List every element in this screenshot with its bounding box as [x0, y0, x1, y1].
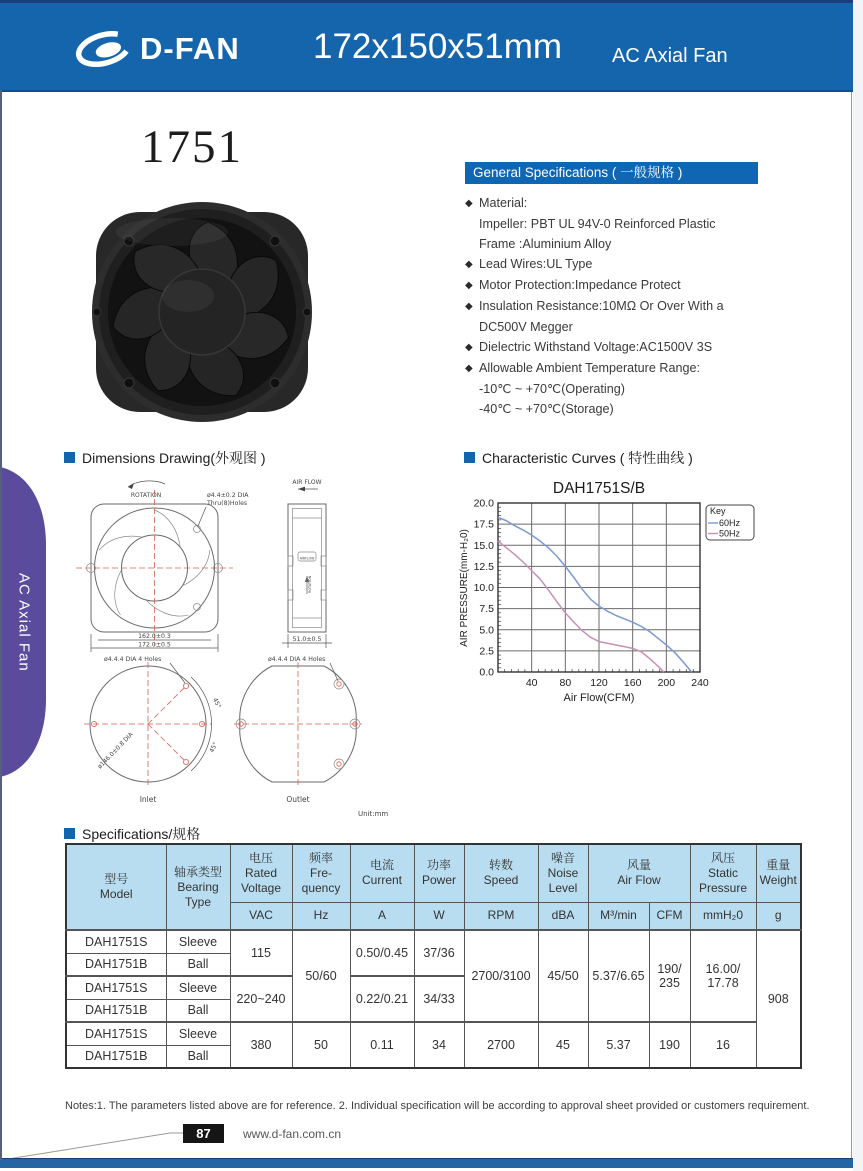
- model-number-title: 1751: [141, 121, 243, 173]
- cell-power: 34/33: [414, 976, 464, 1022]
- legend-50hz-label: 50Hz: [719, 528, 741, 539]
- x-axis-label: Air Flow(CFM): [563, 692, 635, 704]
- cell-airflow-m3: 5.37: [588, 1022, 649, 1068]
- bullet-spacer: [465, 234, 479, 254]
- unit-rpm: RPM: [464, 902, 538, 930]
- cell-voltage: 115: [230, 930, 292, 976]
- table-row: [66, 930, 801, 953]
- dim-162-label: 162.0±0.3: [138, 633, 171, 640]
- specifications-section-header: [64, 824, 200, 844]
- cell-model: DAH1751S: [66, 976, 166, 999]
- cell-bearing: Ball: [166, 953, 230, 976]
- col-header-speed: 转数 Speed: [464, 844, 538, 902]
- bullet-spacer: [465, 214, 479, 234]
- x-tick-label: 240: [691, 677, 709, 689]
- dim-51-label: 51.0±0.5: [292, 636, 322, 643]
- spec-line: DC500V Megger: [479, 320, 573, 334]
- diamond-bullet-icon: ◆: [465, 363, 473, 374]
- chart-legend: [706, 505, 754, 540]
- unit-mmh2o: mmH₂0: [690, 902, 756, 930]
- cell-pressure: 16.00/ 17.78: [690, 930, 756, 1022]
- cell-bearing: Ball: [166, 1045, 230, 1068]
- thru-holes-label-1: ø4.4±0.2 DIA: [207, 492, 249, 499]
- diamond-bullet-icon: ◆: [465, 280, 473, 291]
- spec-line: Allowable Ambient Temperature Range:: [479, 361, 700, 375]
- unit-cfm: CFM: [649, 902, 690, 930]
- diamond-bullet-icon: ◆: [465, 301, 473, 312]
- cell-power: 34: [414, 1022, 464, 1068]
- cell-model: DAH1751B: [66, 1045, 166, 1068]
- bolt-circle-label: ø146.0±0.8 DIA: [96, 731, 135, 771]
- col-header-pressure: 风压 Static Pressure: [690, 844, 756, 902]
- chart-title: DAH1751S/B: [552, 480, 646, 497]
- fan-product-image: [84, 186, 320, 436]
- spec-line: Insulation Resistance:10MΩ Or Over With a: [479, 299, 724, 313]
- col-header-model: 型号 Model: [66, 844, 166, 930]
- product-size-title: 172x150x51mm: [313, 27, 563, 66]
- cell-frequency: 50: [292, 1022, 350, 1068]
- product-type-title: AC Axial Fan: [612, 45, 728, 67]
- col-header-voltage: 电压 Rated Voltage: [230, 844, 292, 902]
- section-title: Dimensions Drawing(外观图 ): [82, 450, 266, 466]
- side-rotation-tag: ROTATION: [308, 575, 312, 593]
- cell-pressure: 16: [690, 1022, 756, 1068]
- bullet-spacer: [465, 317, 479, 337]
- cell-airflow-m3: 5.37/6.65: [588, 930, 649, 1022]
- cell-speed: 2700/3100: [464, 930, 538, 1022]
- x-tick-label: 40: [525, 677, 538, 689]
- cell-model: DAH1751B: [66, 953, 166, 976]
- y-tick-label: 20.0: [473, 497, 494, 510]
- spec-line: Lead Wires:UL Type: [479, 257, 593, 271]
- list-item: [465, 337, 801, 358]
- cell-model: DAH1751S: [66, 930, 166, 953]
- x-tick-label: 80: [559, 677, 572, 689]
- table-row: [66, 1022, 801, 1045]
- curves-section-header: [464, 448, 693, 468]
- col-header-power: 功率 Power: [414, 844, 464, 902]
- dimensions-drawing: [58, 472, 458, 824]
- dim-172-label: 172.0±0.5: [138, 641, 171, 649]
- rotation-label: ROTATION: [130, 492, 162, 499]
- cell-current: 0.11: [350, 1022, 414, 1068]
- list-item: [465, 214, 801, 234]
- section-title: Characteristic Curves ( 特性曲线 ): [482, 450, 693, 466]
- four-holes-label-inlet: ø4.4.4 DIA 4 Holes: [104, 656, 162, 663]
- x-tick-label: 160: [623, 677, 642, 689]
- blue-square-icon: [64, 828, 75, 839]
- bullet-spacer: [465, 379, 479, 399]
- col-header-bearing: 轴承类型 Bearing Type: [166, 844, 230, 930]
- col-header-airflow: 风量 Air Flow: [588, 844, 690, 902]
- y-tick-label: 10.0: [473, 582, 494, 594]
- cell-airflow-cfm: 190: [649, 1022, 690, 1068]
- y-tick-label: 5.0: [479, 624, 494, 637]
- left-page-edge: [0, 90, 2, 1160]
- angle-45-bottom-label: 45°: [208, 741, 220, 754]
- cell-current: 0.22/0.21: [350, 976, 414, 1022]
- legend-60hz-label: 60Hz: [719, 518, 741, 528]
- thru-holes-label-2: Thru(8)Holes: [207, 500, 248, 507]
- y-tick-label: 12.5: [473, 560, 494, 573]
- website-url: www.d-fan.com.cn: [243, 1127, 342, 1141]
- bullet-spacer: [465, 399, 479, 419]
- y-tick-label: 7.5: [479, 603, 494, 616]
- y-tick-label: 0.0: [479, 666, 494, 679]
- cell-airflow-cfm: 190/ 235: [649, 930, 690, 1022]
- dfan-logo-icon: [72, 26, 136, 72]
- cell-noise: 45: [538, 1022, 588, 1068]
- unit-dba: dBA: [538, 902, 588, 930]
- y-tick-label: 17.5: [473, 518, 494, 531]
- curve-plot: [455, 473, 855, 718]
- list-item: [465, 275, 801, 296]
- legend-title: Key: [710, 506, 726, 516]
- diamond-bullet-icon: ◆: [465, 342, 473, 353]
- spec-line: Dielectric Withstand Voltage:AC1500V 3S: [479, 340, 713, 354]
- spec-line: -40℃ ~ +70℃(Storage): [479, 402, 614, 416]
- cell-bearing: Ball: [166, 999, 230, 1022]
- four-holes-label-outlet: ø4.4.4 DIA 4 Holes: [268, 656, 326, 663]
- right-page-edge: [851, 92, 852, 1158]
- spec-line: Material:: [479, 196, 528, 210]
- cell-voltage: 380: [230, 1022, 292, 1068]
- specifications-table: [65, 843, 802, 1069]
- cell-weight: 908: [756, 930, 801, 1068]
- x-tick-label: 120: [590, 677, 608, 689]
- unit-vac: VAC: [230, 902, 292, 930]
- cell-current: 0.50/0.45: [350, 930, 414, 976]
- curve-60Hz: [498, 517, 692, 672]
- airflow-label: AIR FLOW: [292, 479, 322, 486]
- diamond-bullet-icon: ◆: [465, 259, 473, 270]
- inlet-label: Inlet: [139, 795, 157, 804]
- list-item: [465, 379, 801, 399]
- specifications-table-wrap: [65, 843, 802, 1069]
- cell-voltage: 220~240: [230, 976, 292, 1022]
- cell-frequency: 50/60: [292, 930, 350, 1022]
- side-tab-label: AC Axial Fan: [15, 572, 33, 672]
- list-item: [465, 234, 801, 254]
- list-item: [465, 399, 801, 419]
- side-tab: [0, 467, 46, 777]
- curve-50Hz: [498, 541, 664, 672]
- y-tick-label: 15.0: [473, 539, 494, 552]
- cell-speed: 2700: [464, 1022, 538, 1068]
- cell-bearing: Sleeve: [166, 1022, 230, 1045]
- spec-line: Motor Protection:Impedance Protect: [479, 278, 681, 292]
- general-specifications-title: General Specifications ( 一般规格 ): [465, 162, 758, 184]
- general-specifications-panel: [465, 162, 801, 419]
- blue-square-icon: [64, 452, 75, 463]
- spec-line: -10℃ ~ +70℃(Operating): [479, 382, 625, 396]
- x-tick-label: 200: [657, 677, 676, 689]
- unit-w: W: [414, 902, 464, 930]
- page-header: [0, 0, 853, 92]
- cell-bearing: Sleeve: [166, 930, 230, 953]
- diamond-bullet-icon: ◆: [465, 198, 473, 209]
- cell-power: 37/36: [414, 930, 464, 976]
- cell-model: DAH1751S: [66, 1022, 166, 1045]
- unit-a: A: [350, 902, 414, 930]
- col-header-current: 电流 Current: [350, 844, 414, 902]
- list-item: [465, 358, 801, 379]
- outlet-label: Outlet: [286, 795, 310, 804]
- characteristic-curves-chart: [455, 473, 855, 718]
- list-item: [465, 254, 801, 275]
- side-airflow-tag: AIRFLOW: [299, 556, 315, 561]
- spec-line: Impeller: PBT UL 94V-0 Reinforced Plastic: [479, 217, 716, 231]
- angle-45-top-label: 45°: [211, 696, 223, 710]
- list-item: [465, 193, 801, 214]
- page-number-badge: 87: [183, 1124, 224, 1143]
- spec-line: Frame :Aluminium Alloy: [479, 237, 612, 251]
- list-item: [465, 296, 801, 317]
- col-header-frequency: 频率 Fre-quency: [292, 844, 350, 902]
- brand-name: D-FAN: [140, 31, 240, 66]
- cell-model: DAH1751B: [66, 999, 166, 1022]
- y-axis-label: AIR PRESSURE(mm-H₂0): [459, 529, 470, 647]
- general-specifications-list: [465, 193, 801, 419]
- dimensions-section-header: [64, 448, 266, 468]
- cell-bearing: Sleeve: [166, 976, 230, 999]
- cell-noise: 45/50: [538, 930, 588, 1022]
- unit-m3min: M³/min: [588, 902, 649, 930]
- notes-text: Notes:1. The parameters listed above are for reference. 2. Individual specification will be according to approval sheet provided or customers requirement.: [65, 1100, 810, 1112]
- blue-square-icon: [464, 452, 475, 463]
- unit-g: g: [756, 902, 801, 930]
- y-tick-label: 2.5: [479, 645, 494, 658]
- section-title: Specifications/规格: [82, 826, 201, 842]
- bottom-bar: [0, 1158, 853, 1168]
- unit-label: Unit:mm: [358, 810, 389, 818]
- list-item: [465, 317, 801, 337]
- col-header-noise: 噪音 Noise Level: [538, 844, 588, 902]
- col-header-weight: 重量 Weight: [756, 844, 801, 902]
- unit-hz: Hz: [292, 902, 350, 930]
